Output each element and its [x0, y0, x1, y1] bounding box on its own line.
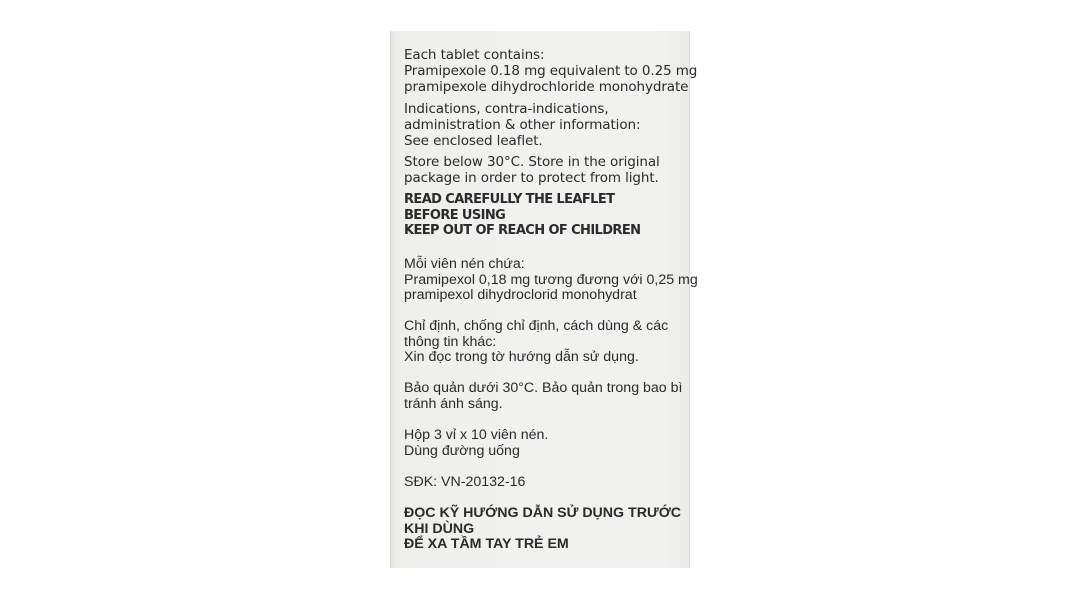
text-line: ĐỂ XA TẦM TAY TRẺ EM — [404, 536, 569, 552]
text-line: Pramipexole 0.18 mg equivalent to 0.25 mg — [404, 63, 698, 79]
vietnamese-indications — [404, 319, 668, 366]
english-storage — [404, 154, 660, 186]
vietnamese-pack-size — [404, 428, 548, 459]
english-indications — [404, 101, 640, 149]
text-line: Dùng đường uống — [404, 442, 520, 459]
text-line: Chỉ định, chống chỉ định, cách dùng & các — [404, 318, 669, 334]
text-line: ĐỌC KỸ HƯỚNG DẪN SỬ DỤNG TRƯỚC — [404, 505, 682, 521]
vietnamese-storage — [404, 381, 682, 412]
text-line: tránh ánh sáng. — [404, 395, 503, 412]
text-line: Hộp 3 vỉ x 10 viên nén. — [404, 427, 549, 443]
text-line: See enclosed leaflet. — [404, 133, 543, 149]
vietnamese-warning — [404, 506, 681, 553]
text-line: Bảo quản dưới 30°C. Bảo quản trong bao bì — [404, 380, 683, 396]
text-line: package in order to protect from light. — [404, 170, 659, 186]
text-line: KEEP OUT OF REACH OF CHILDREN — [404, 223, 641, 238]
text-line: pramipexol dihydroclorid monohydrat — [404, 287, 637, 303]
text-line: Store below 30°C. Store in the original — [404, 154, 660, 170]
text-line: Pramipexol 0,18 mg tương đương với 0,25 mg — [404, 271, 698, 288]
text-line: Each tablet contains: — [404, 47, 545, 63]
text-line: SĐK: VN-20132-16 — [404, 474, 526, 490]
text-line: KHI DÙNG — [404, 520, 475, 537]
text-line: thông tin khác: — [404, 333, 497, 350]
text-line: administration & other information: — [404, 117, 641, 133]
medicine-box-side-panel — [390, 31, 698, 568]
text-line: Indications, contra-indications, — [404, 101, 609, 117]
text-line: READ CAREFULLY THE LEAFLET — [404, 192, 615, 207]
text-line: BEFORE USING — [404, 207, 506, 223]
english-warning — [404, 192, 640, 239]
text-line: pramipexole dihydrochloride monohydrate — [404, 79, 689, 95]
text-line: Xin đọc trong tờ hướng dẫn sử dụng. — [404, 349, 639, 365]
english-tablet-contents — [404, 47, 697, 95]
vietnamese-registration-number — [404, 475, 525, 491]
text-line: Mỗi viên nén chứa: — [404, 256, 525, 272]
vietnamese-tablet-contents — [404, 257, 698, 304]
